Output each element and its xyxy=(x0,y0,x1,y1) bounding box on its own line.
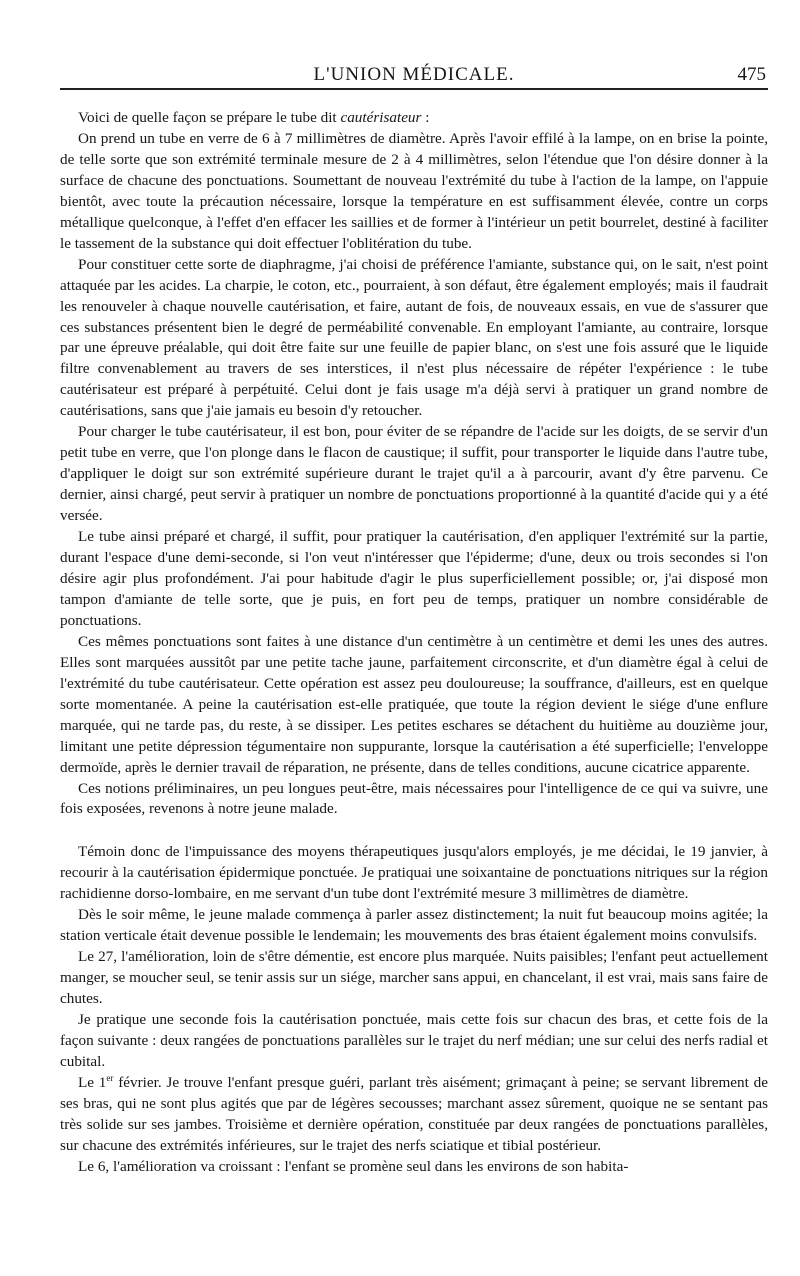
paragraph-5: Le tube ainsi préparé et chargé, il suffit, pour pratiquer la cautérisation, d'en appliquer l'extrémité sur la partie, durant l'espace d'une demi-seconde, si l'on veut n'intéresser que l'épiderme; d'une, deux ou trois secondes si l'on désire agir plus profondément. J'ai pour habitude d'agir le plus superficiellement possible; or, j'ai disposé mon tampon d'amiante de telle sorte, que je puis, en fort peu de temps, pratiquer un nombre considérable de ponctuations. xyxy=(60,528,768,629)
paragraph-8: Témoin donc de l'impuissance des moyens thérapeutiques jusqu'alors employés, je me décidai, le 19 janvier, à recourir à la cautérisation épidermique ponctuée. Je pratiquai une soixantaine de ponctuations nitriques sur la région rachidienne dorso-lombaire, en me servant d'un tube dont l'extrémité mesure 3 millimètres de diamètre. xyxy=(60,843,768,903)
running-title: L'UNION MÉDICALE. xyxy=(313,64,515,85)
paragraph-7: Ces notions préliminaires, un peu longues peut-être, mais nécessaires pour l'intelligence de ce qui va suivre, une fois exposées, revenons à notre jeune malade. xyxy=(60,779,768,818)
paragraph-10: Le 27, l'amélioration, loin de s'être démentie, est encore plus marquée. Nuits paisibles; l'enfant peut actuellement manger, se moucher seul, se tenir assis sur un siége, marcher sans appui, en chancelant, il est vrai, mais sans faire de chutes. xyxy=(60,948,768,1008)
paragraph-6: Ces mêmes ponctuations sont faites à une distance d'un centimètre à un centimètre et demi les unes des autres. Elles sont marquées aussitôt par une petite tache jaune, parfaitement circonscrite, et d'un diamètre égal à celui de l'extrémité du tube cautérisateur. Cette opération est assez peu douloureuse; la souffrance, d'ailleurs, est en quelque sorte momentanée. A peine la cautérisation est-elle pratiquée, que toute la région devient le siége d'une enflure marquée, qui ne tarde pas, du reste, à se dissiper. Les petites eschares se détachent du huitième au douzième jour, limitant une petite dépression tégumentaire non suppurante, lorsque la cautérisation a été superficielle; l'enveloppe dermoïde, après le dernier travail de réparation, ne présente, dans de telles conditions, aucune cicatrice apparente. xyxy=(60,632,768,776)
paragraph-9: Dès le soir même, le jeune malade commença à parler assez distinctement; la nuit fut beaucoup moins agitée; la station verticale était devenue possible le lendemain; les mouvements des bras étaient également moins convulsifs. xyxy=(60,906,768,945)
paragraph-2: On prend un tube en verre de 6 à 7 millimètres de diamètre. Après l'avoir effilé à la lampe, on en brise la pointe, de telle sorte que son extrémité terminale mesure de 2 à 4 millimètres, selon l'étendue que l'on désire donner à la surface de chacune des ponctuations. Soumettant de nouveau l'extrémité du tube à l'action de la lampe, on l'appuie bientôt, avec toute la précaution nécessaire, lorsque la température en est suffisamment élevée, contre un corps métallique quelconque, à l'effet d'en effacer les saillies et de former à l'intérieur un petit bourrelet, destiné à faciliter le tassement de la substance qui doit effectuer l'oblitération du tube. xyxy=(60,129,768,252)
page-number: 475 xyxy=(737,64,766,85)
paragraph-13: Le 6, l'amélioration va croissant : l'enfant se promène seul dans les environs de son habita- xyxy=(78,1157,629,1175)
paragraph-1: Voici de quelle façon se prépare le tube dit cautérisateur : xyxy=(78,109,430,126)
paragraph-3: Pour constituer cette sorte de diaphragme, j'ai choisi de préférence l'amiante, substance qui, on le sait, n'est point attaquée par les acides. La charpie, le coton, etc., pourraient, à son défaut, être également employés; mais il faudrait les renouveler à chaque nouvelle cautérisation, et faire, autant de fois, de nouveaux essais, en vue de s'assurer que ces substances présentent bien le degré de perméabilité convenable. En employant l'amiante, au contraire, lorsque par une épreuve préalable, qui doit être faite sur une feuille de papier blanc, on s'est une fois assuré que le liquide filtre convenablement au travers de ses interstices, il n'est plus nécessaire de répéter l'expérience : le tube cautérisateur est préparé à perpétuité. Celui dont je fais usage m'a déjà servi à pratiquer un grand nombre de cautérisations, sans que j'aie jamais eu besoin d'y retoucher. xyxy=(60,255,768,420)
paragraph-4: Pour charger le tube cautérisateur, il est bon, pour éviter de se répandre de l'acide sur les doigts, de se servir d'un petit tube en verre, que l'on plonge dans le flacon de caustique; il suffit, pour transporter le liquide dans l'autre tube, d'appliquer le doigt sur son extrémité supérieure durant le trajet qu'il a à parcourir, avant d'y être parvenu. Ce dernier, ainsi chargé, peut servir à pratiquer un nombre de ponctuations proportionné à la quantité d'acide qui y a été versée. xyxy=(60,423,768,525)
page-header xyxy=(60,58,768,90)
body-text xyxy=(60,108,768,1178)
paragraph-11: Je pratique une seconde fois la cautérisation ponctuée, mais cette fois sur chacun des bras, et cette fois de la façon suivante : deux rangées de ponctuations parallèles sur le trajet du nerf médian; une sur celui des nerfs radial et cubital. xyxy=(60,1011,768,1070)
paragraph-12: Le 1er février. Je trouve l'enfant presque guéri, parlant très aisément; grimaçant à peine; se servant librement de ses bras, qui ne sont plus agités que par de légères secousses; marchant assez sûrement, quoique ne se sentant pas très solide sur ses jambes. Troisième et dernière opération, constituée par deux rangées de ponctuations parallèles, sur chacune des extrémités inférieures, sur le trajet des nerfs sciatique et tibial postérieur. xyxy=(60,1072,768,1154)
